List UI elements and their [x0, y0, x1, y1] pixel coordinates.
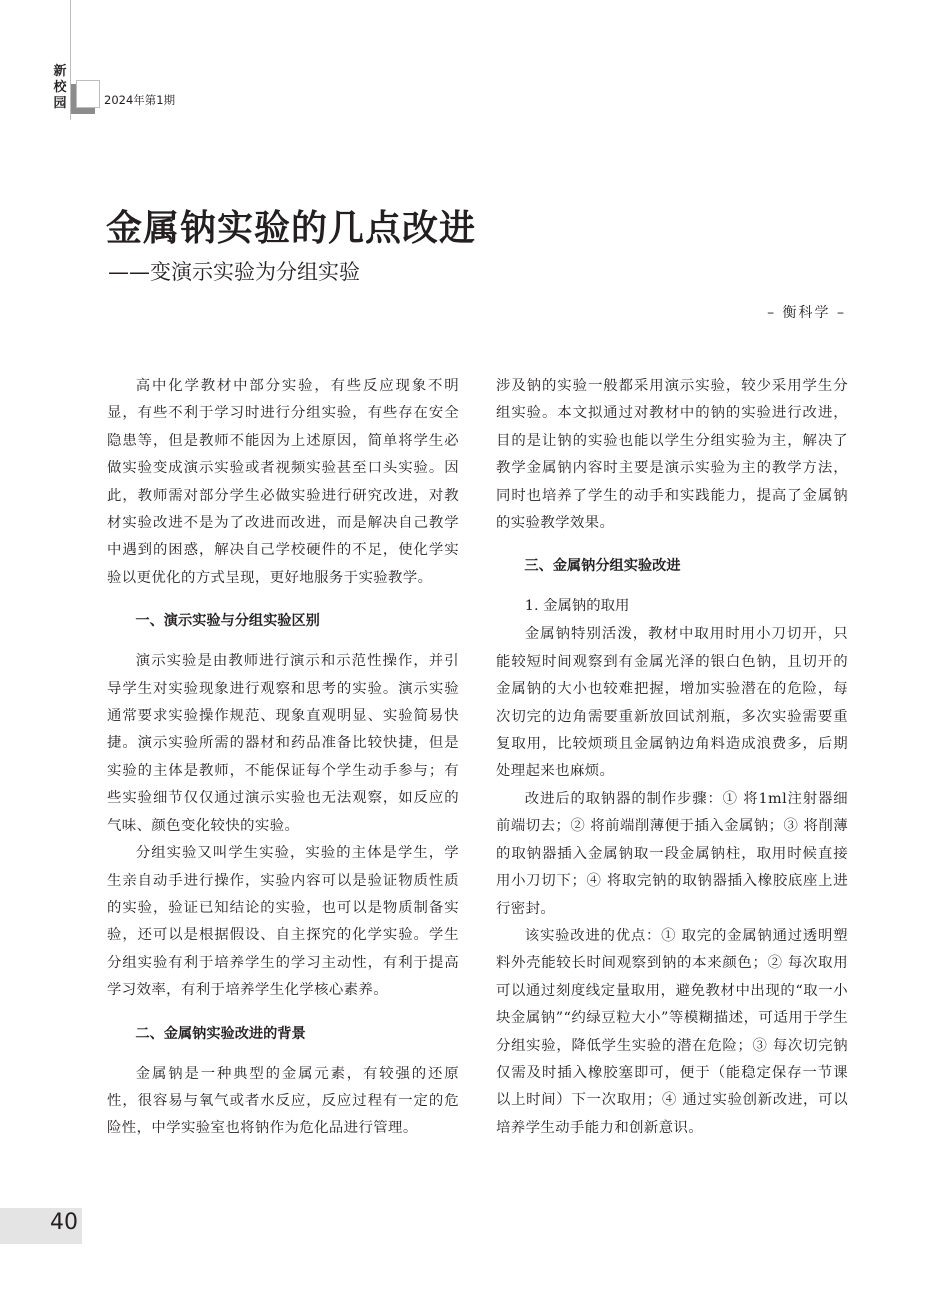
body-paragraph: 涉及钠的实验一般都采用演示实验，较少采用学生分组实验。本文拟通过对教材中的钠的实验进行改进，目的是让钠的实验也能以学生分组实验为主，解决了教学金属钠内容时主要是演示实验为主的教学方法，同时也培养了学生的动手和实践能力，提高了金属钠的实验教学效果。	[496, 378, 848, 532]
right-column	[496, 373, 848, 1142]
masthead-square-outline	[76, 80, 100, 108]
body-paragraph: 金属钠是一种典型的金属元素，有较强的还原性，很容易与氧气或者水反应，反应过程有一定的危险性，中学实验室也将钠作为危化品进行管理。	[107, 1065, 459, 1137]
article-subtitle: ——变演示实验为分组实验	[108, 260, 360, 284]
intro-paragraph: 高中化学教材中部分实验，有些反应现象不明显，有些不利于学习时进行分组实验，有些存在安全隐患等，但是教师不能因为上述原因，简单将学生必做实验变成演示实验或者视频实验甚至口头实验。因此，教师需对部分学生必做实验进行研究改进，对教材实验改进不是为了改进而改进，而是解决自己教学中遇到的困惑，解决自己学校硬件的不足，使化学实验以更优化的方式呈现，更好地服务于实验教学。	[107, 378, 459, 586]
article-title: 金属钠实验的几点改进	[106, 207, 477, 249]
section-heading: 一、演示实验与分组实验区别	[135, 613, 320, 630]
article-author: – 衡科学 –	[767, 305, 846, 321]
body-paragraph: 改进后的取钠器的制作步骤：① 将1ml注射器细前端切去；② 将前端削薄便于插入金属钠；③ 将削薄的取钠器插入金属钠取一段金属钠柱，取用时候直接用小刀切下；④ 将取完钠的取钠器插入橡胶底座上进行密封。	[496, 790, 848, 917]
section-heading: 三、金属钠分组实验改进	[524, 558, 681, 575]
page-number: 40	[50, 1210, 78, 1235]
issue-label: 2024年第1期	[104, 93, 176, 107]
body-paragraph: 金属钠特别活泼，教材中取用时用小刀切开，只能较短时间观察到有金属光泽的银白色钠，且切开的金属钠的大小也较难把握，增加实验潜在的危险，每次切完的边角需要重新放回试剂瓶，多次实验需要重复取用，比较烦琐且金属钠边角料造成浪费多，后期处理起来也麻烦。	[496, 626, 848, 780]
masthead	[52, 64, 68, 112]
subsection-heading: 1. 金属钠的取用	[524, 598, 630, 615]
body-paragraph: 演示实验是由教师进行演示和示范性操作，并引导学生对实验现象进行观察和思考的实验。演示实验通常要求实验操作规范、现象直观明显、实验简易快捷。演示实验所需的器材和药品准备比较快捷，但是实验的主体是教师，不能保证每个学生动手参与；有些实验细节仅仅通过演示实验也无法观察，如反应的气味、颜色变化较快的实验。	[107, 653, 459, 834]
masthead-char: 校	[53, 80, 67, 95]
body-paragraph: 分组实验又叫学生实验，实验的主体是学生，学生亲自动手进行操作，实验内容可以是验证物质性质的实验，验证已知结论的实验，也可以是物质制备实验，还可以是根据假设、自主探究的化学实验。学生分组实验有利于培养学生的学习主动性，有利于提高学习效率，有利于培养学生化学核心素养。	[107, 845, 459, 999]
masthead-char: 园	[53, 96, 67, 111]
left-column	[107, 373, 459, 1143]
section-heading: 二、金属钠实验改进的背景	[135, 1025, 306, 1042]
body-paragraph: 该实验改进的优点：① 取完的金属钠通过透明塑料外壳能较长时间观察到钠的本来颜色；② 每次取用可以通过刻度线定量取用，避免教材中出现的“取一小块金属钠”“约绿豆粒大小”等模糊描述，可适用于学生分组实验，降低学生实验的潜在危险；③ 每次切完钠仅需及时插入橡胶塞即可，便于（能稳定保存一节课以上时间）下一次取用；④ 通过实验创新改进，可以培养学生动手能力和创新意识。	[496, 927, 848, 1136]
masthead-char: 新	[53, 64, 67, 79]
